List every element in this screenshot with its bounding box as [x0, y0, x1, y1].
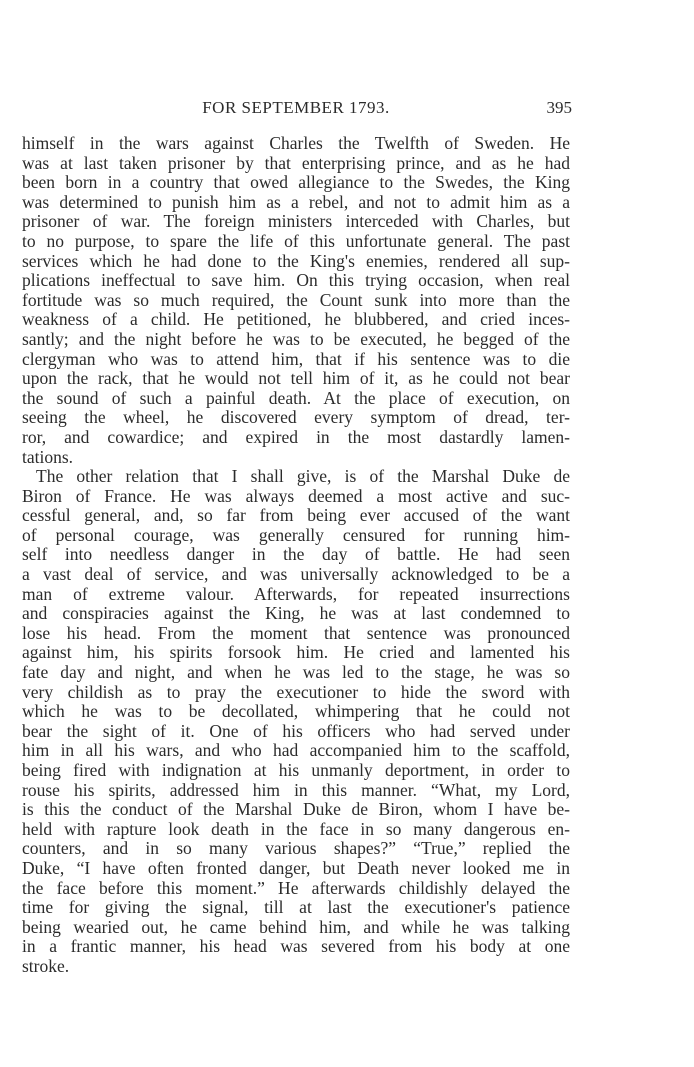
text-line: man of extreme valour. Afterwards, for repeated insurrections — [22, 584, 570, 604]
page-number: 395 — [546, 98, 572, 117]
text-line: santly; and the night before he was to be executed, he begged of the — [22, 329, 570, 349]
text-line: counters, and in so many various shapes?” “True,” replied the — [22, 839, 570, 859]
text-line: ror, and cowardice; and expired in the most dastardly lamen- — [22, 427, 570, 447]
text-line: time for giving the signal, till at last the executioner's patience — [22, 898, 570, 918]
text-line: against him, his spirits forsook him. He cried and lamented his — [22, 643, 570, 663]
text-line: is this the conduct of the Marshal Duke de Biron, whom I have be- — [22, 800, 570, 820]
text-line: being fired with indignation at his unmanly deportment, in order to — [22, 761, 570, 780]
text-line: very childish as to pray the executioner to hide the sword with — [22, 682, 570, 702]
running-head: FOR SEPTEMBER 1793. — [202, 98, 390, 117]
text-line: him in all his wars, and who had accompanied him to the scaffold, — [22, 741, 570, 761]
text-line: weakness of a child. He petitioned, he blubbered, and cried inces- — [22, 310, 570, 330]
text-line: a vast deal of service, and was universally acknowledged to be a — [22, 565, 570, 585]
text-line: rouse his spirits, addressed him in this manner. “What, my Lord, — [22, 780, 570, 800]
text-line: tations. — [22, 447, 74, 467]
paragraph — [22, 134, 570, 467]
text-line: the face before this moment.” He afterwards childishly delayed the — [22, 878, 570, 898]
text-line: held with rapture look death in the face in so many dangerous en- — [22, 819, 570, 839]
paragraph — [22, 467, 570, 976]
text-line: Biron of France. He was always deemed a most active and suc- — [22, 486, 570, 506]
text-line: to no purpose, to spare the life of this unfortunate general. The past — [22, 231, 570, 251]
text-line: self into needless danger in the day of battle. He had seen — [22, 545, 570, 565]
text-line: was at last taken prisoner by that enterprising prince, and as he had — [22, 153, 570, 173]
text-line: seeing the wheel, he discovered every symptom of dread, ter- — [22, 408, 570, 428]
text-line: The other relation that I shall give, is of the Marshal Duke de — [36, 467, 570, 487]
text-line: was determined to punish him as a rebel, and not to admit him as a — [22, 192, 570, 212]
text-line: upon the rack, that he would not tell him of it, as he could not bear — [22, 369, 570, 389]
text-line: services which he had done to the King's enemies, rendered all sup- — [22, 251, 570, 271]
text-line: fate day and night, and when he was led to the stage, he was so — [22, 663, 570, 683]
text-line: fortitude was so much required, the Count sunk into more than the — [22, 290, 570, 310]
text-line: in a frantic manner, his head was severed from his body at one — [22, 937, 570, 957]
text-line: himself in the wars against Charles the Twelfth of Sweden. He — [22, 134, 570, 153]
text-line: of personal courage, was generally censured for running him- — [22, 525, 570, 545]
text-line: which he was to be decollated, whimpering that he could not — [22, 702, 570, 722]
body-text — [22, 134, 570, 977]
text-line: clergyman who was to attend him, that if his sentence was to die — [22, 349, 570, 369]
text-line: been born in a country that owed allegiance to the Swedes, the King — [22, 173, 570, 193]
text-line: being wearied out, he came behind him, and while he was talking — [22, 917, 570, 937]
text-line: cessful general, and, so far from being ever accused of the want — [22, 506, 570, 526]
text-line: plications ineffectual to save him. On this trying occasion, when real — [22, 271, 570, 291]
text-line: Duke, “I have often fronted danger, but Death never looked me in — [22, 858, 570, 878]
text-line: stroke. — [22, 956, 70, 976]
page-header — [22, 98, 570, 124]
text-line: and conspiracies against the King, he was at last condemned to — [22, 604, 570, 624]
text-line: prisoner of war. The foreign ministers interceded with Charles, but — [22, 212, 570, 232]
text-line: lose his head. From the moment that sentence was pronounced — [22, 623, 570, 643]
text-line: the sound of such a painful death. At the place of execution, on — [22, 388, 570, 408]
text-line: bear the sight of it. One of his officers who had served under — [22, 721, 570, 741]
